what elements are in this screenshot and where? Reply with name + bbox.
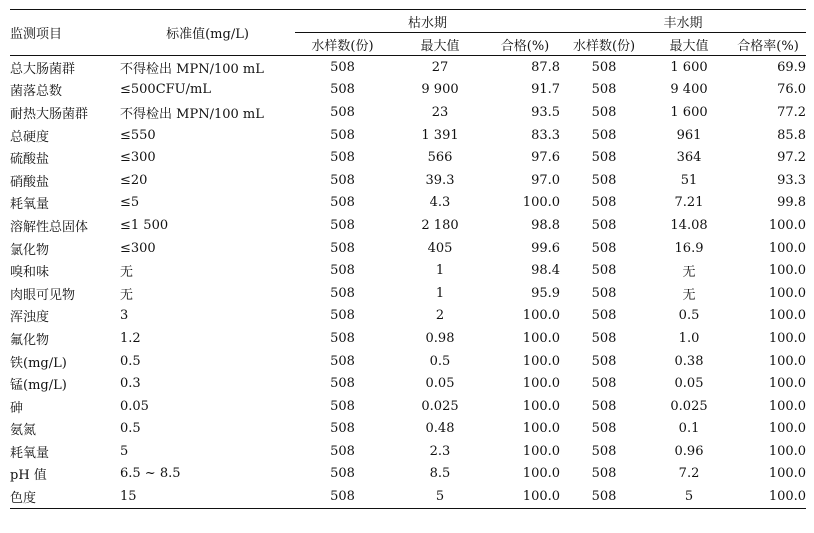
table-row <box>10 56 806 79</box>
cell-wet-max: 1 600 <box>670 59 708 75</box>
cell-dry-pass-rate: 98.8 <box>531 217 561 233</box>
cell-dry-pass-rate: 100.0 <box>522 308 561 324</box>
cell-standard: 0.5 <box>120 421 141 437</box>
table-row <box>10 463 806 486</box>
cell-dry-max: 1 <box>435 285 445 301</box>
table-row <box>10 169 806 192</box>
cell-item: 色度 <box>10 485 120 508</box>
cell-dry-max: 0.025 <box>421 398 459 414</box>
cell-wet-samples: 508 <box>591 217 617 233</box>
cell-standard: ≤550 <box>120 127 156 143</box>
cell-dry-samples: 508 <box>295 485 390 508</box>
cell-standard: 0.5 <box>120 353 141 369</box>
table-row <box>10 237 806 260</box>
cell-standard: ≤300 <box>120 150 156 166</box>
cell-item: 菌落总数 <box>10 84 63 100</box>
cell-dry-max: 9 900 <box>421 82 459 98</box>
cell-dry-pass-rate: 100.0 <box>490 485 560 508</box>
cell-dry-max: 2 180 <box>421 217 459 233</box>
cell-wet-max: 0.96 <box>674 443 704 459</box>
table-row <box>10 101 806 124</box>
cell-item: 总大肠菌群 <box>10 61 76 77</box>
cell-wet-samples: 508 <box>591 150 617 166</box>
cell-wet-pass-rate: 100.0 <box>768 217 807 233</box>
cell-dry-pass-rate: 97.6 <box>531 150 561 166</box>
header-standard: 标准值(mg/L) <box>120 10 295 56</box>
cell-wet-max: 51 <box>680 172 698 188</box>
cell-standard: 0.3 <box>120 376 141 392</box>
cell-item: 砷 <box>10 400 24 416</box>
table-header <box>10 10 806 56</box>
cell-dry-max: 0.48 <box>425 421 455 437</box>
cell-item: 浑浊度 <box>10 310 50 326</box>
cell-dry-pass-rate: 93.5 <box>531 104 561 120</box>
cell-wet-pass-rate: 100.0 <box>768 330 807 346</box>
cell-dry-samples: 508 <box>330 376 355 392</box>
cell-standard: 1.2 <box>120 330 141 346</box>
cell-dry-pass-rate: 99.6 <box>531 240 561 256</box>
cell-wet-pass-rate: 97.2 <box>777 150 807 166</box>
cell-dry-samples: 508 <box>330 308 355 324</box>
cell-dry-samples: 508 <box>330 443 355 459</box>
cell-wet-pass-rate: 100.0 <box>768 421 807 437</box>
header-dry-max: 最大值 <box>390 33 490 56</box>
cell-standard: ≤500CFU/mL <box>120 82 211 98</box>
cell-wet-pass-rate: 100.0 <box>768 263 807 279</box>
table-body <box>10 56 806 509</box>
cell-dry-pass-rate: 100.0 <box>522 443 561 459</box>
cell-dry-pass-rate: 100.0 <box>522 466 561 482</box>
cell-item: 肉眼可见物 <box>10 287 76 303</box>
cell-standard: 5 <box>120 443 129 459</box>
cell-standard: 无 <box>120 265 134 281</box>
table-row <box>10 350 806 373</box>
cell-dry-pass-rate: 100.0 <box>522 330 561 346</box>
cell-wet-pass-rate: 100.0 <box>768 376 807 392</box>
cell-item: pH 值 <box>10 468 47 484</box>
cell-wet-samples: 508 <box>591 308 617 324</box>
cell-dry-pass-rate: 91.7 <box>531 82 561 98</box>
cell-standard: 不得检出 MPN/100 mL <box>120 61 264 77</box>
cell-wet-max: 16.9 <box>674 240 704 256</box>
header-dry-samples: 水样数(份) <box>295 33 390 56</box>
cell-standard: ≤20 <box>120 172 148 188</box>
cell-dry-max: 0.05 <box>425 376 455 392</box>
cell-wet-max: 9 400 <box>670 82 708 98</box>
cell-item: 溶解性总固体 <box>10 219 89 235</box>
cell-item: 硫酸盐 <box>10 152 50 168</box>
cell-dry-samples: 508 <box>330 172 355 188</box>
cell-dry-max: 566 <box>427 150 453 166</box>
water-quality-table <box>10 9 806 509</box>
cell-dry-pass-rate: 95.9 <box>531 285 561 301</box>
cell-wet-samples: 508 <box>591 421 617 437</box>
cell-wet-max: 0.38 <box>674 353 704 369</box>
cell-wet-pass-rate: 93.3 <box>777 172 807 188</box>
table-row <box>10 327 806 350</box>
cell-wet-samples: 508 <box>591 172 617 188</box>
cell-wet-pass-rate: 76.0 <box>777 82 807 98</box>
cell-standard: ≤5 <box>120 195 140 211</box>
cell-dry-max: 23 <box>431 104 449 120</box>
cell-standard: 3 <box>120 308 129 324</box>
table-row <box>10 440 806 463</box>
cell-dry-pass-rate: 100.0 <box>522 398 561 414</box>
cell-wet-max: 1 600 <box>670 104 708 120</box>
cell-wet-samples: 508 <box>591 285 617 301</box>
cell-item: 耗氧量 <box>10 197 50 213</box>
cell-wet-max: 0.025 <box>670 398 708 414</box>
cell-standard: ≤300 <box>120 240 156 256</box>
cell-wet-max: 1.0 <box>678 330 700 346</box>
cell-wet-max: 7.2 <box>678 466 700 482</box>
cell-dry-max: 1 <box>435 263 445 279</box>
table-row <box>10 485 806 508</box>
cell-item: 耗氧量 <box>10 445 50 461</box>
cell-standard: 0.05 <box>120 398 149 414</box>
cell-wet-pass-rate: 85.8 <box>777 127 807 143</box>
cell-dry-samples: 508 <box>330 398 355 414</box>
cell-dry-pass-rate: 100.0 <box>522 376 561 392</box>
cell-wet-max: 7.21 <box>674 195 704 211</box>
cell-wet-samples: 508 <box>591 330 617 346</box>
cell-dry-pass-rate: 83.3 <box>531 127 561 143</box>
header-item: 监测项目 <box>10 10 120 56</box>
cell-dry-max: 8.5 <box>429 466 451 482</box>
table-row <box>10 395 806 418</box>
header-wet-max: 最大值 <box>648 33 730 56</box>
cell-wet-samples: 508 <box>591 353 617 369</box>
table-row <box>10 418 806 441</box>
table-row <box>10 124 806 147</box>
cell-wet-max: 无 <box>682 287 696 303</box>
cell-item: 锰(mg/L) <box>10 378 67 394</box>
cell-dry-max: 27 <box>431 59 449 75</box>
cell-item: 氨氮 <box>10 423 37 439</box>
cell-standard: 15 <box>120 485 295 508</box>
cell-standard: 6.5 ~ 8.5 <box>120 466 181 482</box>
cell-dry-samples: 508 <box>330 330 355 346</box>
cell-dry-pass-rate: 87.8 <box>531 59 561 75</box>
table-row <box>10 282 806 305</box>
cell-dry-samples: 508 <box>330 240 355 256</box>
cell-item: 总硬度 <box>10 129 50 145</box>
cell-wet-max: 5 <box>648 485 730 508</box>
cell-wet-max: 0.5 <box>678 308 700 324</box>
table-row <box>10 305 806 328</box>
cell-dry-samples: 508 <box>330 195 355 211</box>
cell-dry-samples: 508 <box>330 353 355 369</box>
cell-wet-pass-rate: 100.0 <box>768 398 807 414</box>
header-dry-season: 枯水期 <box>295 10 560 33</box>
cell-dry-samples: 508 <box>330 82 355 98</box>
cell-item: 嗅和味 <box>10 265 50 281</box>
cell-dry-max: 5 <box>390 485 490 508</box>
table-row <box>10 79 806 102</box>
cell-dry-max: 4.3 <box>429 195 451 211</box>
cell-wet-max: 14.08 <box>670 217 708 233</box>
cell-wet-max: 无 <box>682 265 696 281</box>
header-wet-pass-rate: 合格率(%) <box>730 33 806 56</box>
cell-wet-pass-rate: 77.2 <box>777 104 807 120</box>
cell-dry-samples: 508 <box>330 104 355 120</box>
header-wet-season: 丰水期 <box>560 10 806 33</box>
cell-dry-pass-rate: 100.0 <box>522 353 561 369</box>
cell-dry-samples: 508 <box>330 150 355 166</box>
cell-dry-samples: 508 <box>330 127 355 143</box>
cell-dry-samples: 508 <box>330 217 355 233</box>
cell-wet-pass-rate: 100.0 <box>768 443 807 459</box>
cell-item: 氟化物 <box>10 332 50 348</box>
cell-dry-max: 39.3 <box>425 172 455 188</box>
cell-dry-samples: 508 <box>330 466 355 482</box>
cell-wet-samples: 508 <box>560 485 648 508</box>
cell-wet-samples: 508 <box>591 398 617 414</box>
cell-wet-samples: 508 <box>591 127 617 143</box>
cell-wet-pass-rate: 100.0 <box>768 466 807 482</box>
cell-wet-samples: 508 <box>591 104 617 120</box>
cell-wet-pass-rate: 100.0 <box>768 285 807 301</box>
table-row <box>10 259 806 282</box>
cell-dry-samples: 508 <box>330 59 355 75</box>
cell-item: 铁(mg/L) <box>10 355 67 371</box>
table-row <box>10 146 806 169</box>
cell-wet-samples: 508 <box>591 240 617 256</box>
cell-wet-max: 961 <box>676 127 702 143</box>
table-row <box>10 214 806 237</box>
cell-dry-pass-rate: 100.0 <box>522 195 561 211</box>
cell-item: 氯化物 <box>10 242 50 258</box>
cell-dry-pass-rate: 100.0 <box>522 421 561 437</box>
cell-wet-samples: 508 <box>591 59 617 75</box>
cell-item: 硝酸盐 <box>10 174 50 190</box>
cell-wet-samples: 508 <box>591 195 617 211</box>
cell-wet-samples: 508 <box>591 82 617 98</box>
cell-wet-pass-rate: 100.0 <box>768 308 807 324</box>
cell-dry-max: 2.3 <box>429 443 451 459</box>
cell-dry-pass-rate: 97.0 <box>531 172 561 188</box>
cell-dry-max: 0.98 <box>425 330 455 346</box>
cell-wet-max: 0.05 <box>674 376 704 392</box>
cell-standard: 无 <box>120 287 134 303</box>
cell-dry-max: 2 <box>435 308 445 324</box>
cell-standard: 不得检出 MPN/100 mL <box>120 106 264 122</box>
cell-wet-samples: 508 <box>591 443 617 459</box>
cell-dry-max: 405 <box>427 240 453 256</box>
cell-wet-pass-rate: 100.0 <box>730 485 806 508</box>
table-row <box>10 192 806 215</box>
cell-dry-samples: 508 <box>330 285 355 301</box>
cell-wet-samples: 508 <box>591 466 617 482</box>
cell-standard: ≤1 500 <box>120 217 169 233</box>
cell-dry-samples: 508 <box>330 263 355 279</box>
cell-wet-pass-rate: 69.9 <box>777 59 807 75</box>
cell-dry-max: 1 391 <box>421 127 459 143</box>
cell-wet-max: 364 <box>676 150 702 166</box>
cell-wet-pass-rate: 100.0 <box>768 240 807 256</box>
cell-wet-samples: 508 <box>591 376 617 392</box>
header-wet-samples: 水样数(份) <box>560 33 648 56</box>
cell-wet-pass-rate: 100.0 <box>768 353 807 369</box>
cell-dry-max: 0.5 <box>429 353 451 369</box>
cell-wet-pass-rate: 99.8 <box>777 195 807 211</box>
cell-dry-pass-rate: 98.4 <box>531 263 561 279</box>
cell-dry-samples: 508 <box>330 421 355 437</box>
cell-wet-max: 0.1 <box>678 421 700 437</box>
cell-wet-samples: 508 <box>591 263 617 279</box>
cell-item: 耐热大肠菌群 <box>10 106 89 122</box>
header-dry-pass-rate: 合格(%) <box>490 33 560 56</box>
table-row <box>10 372 806 395</box>
